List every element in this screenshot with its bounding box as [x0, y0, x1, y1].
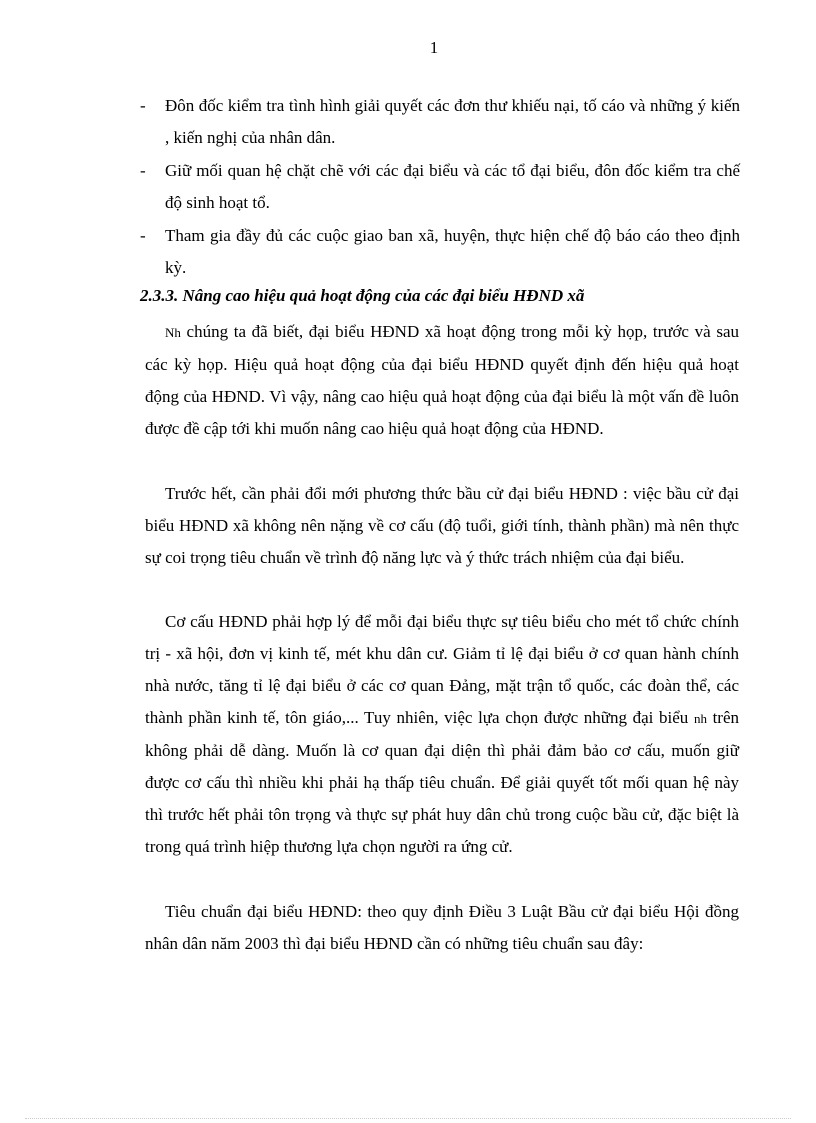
paragraph-3-text-b: trên không phải dễ dàng. Muốn là cơ quan đại diện thì phải đảm bảo cơ cấu, muốn giữ được cơ cấu thì nhiều khi phải hạ thấp tiêu chuẩn. Để giải quyết tốt mối quan hệ này thì trước hết phải tôn trọng và thực sự phát huy dân chủ trong cuộc bầu cử, đặc biệt là trong quá trình hiệp thương lựa chọn người ra ứng cử. [145, 708, 740, 856]
paragraph-3 [145, 606, 739, 863]
bullet-text: Giữ mối quan hệ chặt chẽ với các đại biểu và các tổ đại biểu, đôn đốc kiểm tra chế độ sinh hoạt tổ. [165, 161, 740, 212]
paragraph-4: Tiêu chuẩn đại biểu HĐND: theo quy định Điều 3 Luật Bầu cử đại biểu Hội đồng nhân dân năm 2003 thì đại biểu HĐND cần có những tiêu chuẩn sau đây: [145, 902, 739, 953]
paragraph-2: Trước hết, cần phải đổi mới phương thức bầu cử đại biểu HĐND : việc bầu cử đại biểu HĐND xã không nên nặng về cơ cấu (độ tuổi, giới tính, thành phần) mà nên thực sự coi trọng tiêu chuẩn về trình độ năng lực và ý thức trách nhiệm của đại biểu. [145, 484, 739, 567]
bullet-dash: - [140, 161, 146, 180]
page-number: 1 [429, 38, 439, 57]
page-bottom-divider [25, 1118, 791, 1119]
bullet-item [140, 90, 740, 154]
bullet-text: Đôn đốc kiểm tra tình hình giải quyết các đơn thư khiếu nại, tố cáo và những ý kiến , kiến nghị của nhân dân. [165, 96, 740, 147]
paragraph-1 [145, 316, 739, 445]
bullet-item [140, 220, 740, 284]
paragraph-1-text: chúng ta đã biết, đại biểu HĐND xã hoạt động trong mỗi kỳ họp, trước và sau các kỳ họp. Hiệu quả hoạt động của đại biểu HĐND quyết định đến hiệu quả hoạt động của HĐND. Vì vậy, nâng cao hiệu quả hoạt động của đại biểu là một vấn đề luôn được đề cập tới khi muốn nâng cao hiệu quả hoạt động của HĐND. [145, 322, 739, 438]
abbrev-nh: nh [693, 711, 707, 726]
paragraph-3-text-a: Cơ cấu HĐND phải hợp lý để mỗi đại biểu thực sự tiêu biểu cho mét tổ chức chính trị - xã hội, đơn vị kinh tế, mét khu dân cư. Giảm tỉ lệ đại biểu ở cơ quan hành chính nhà nước, tăng tỉ lệ đại biểu ở các cơ quan Đảng, mặt trận tổ quốc, các đoàn thể, các thành phần kinh tế, tôn giáo,... Tuy nhiên, việc lựa chọn được những đại biểu [145, 612, 739, 727]
bullet-text: Tham gia đầy đủ các cuộc giao ban xã, huyện, thực hiện chế độ báo cáo theo định kỳ. [165, 226, 740, 277]
section-heading: 2.3.3. Nâng cao hiệu quả hoạt động của các đại biểu HĐND xã [140, 286, 585, 305]
bullet-item [140, 155, 740, 219]
bullet-dash: - [140, 96, 146, 115]
abbrev-nh: Nh [165, 325, 181, 340]
bullet-dash: - [140, 226, 146, 245]
